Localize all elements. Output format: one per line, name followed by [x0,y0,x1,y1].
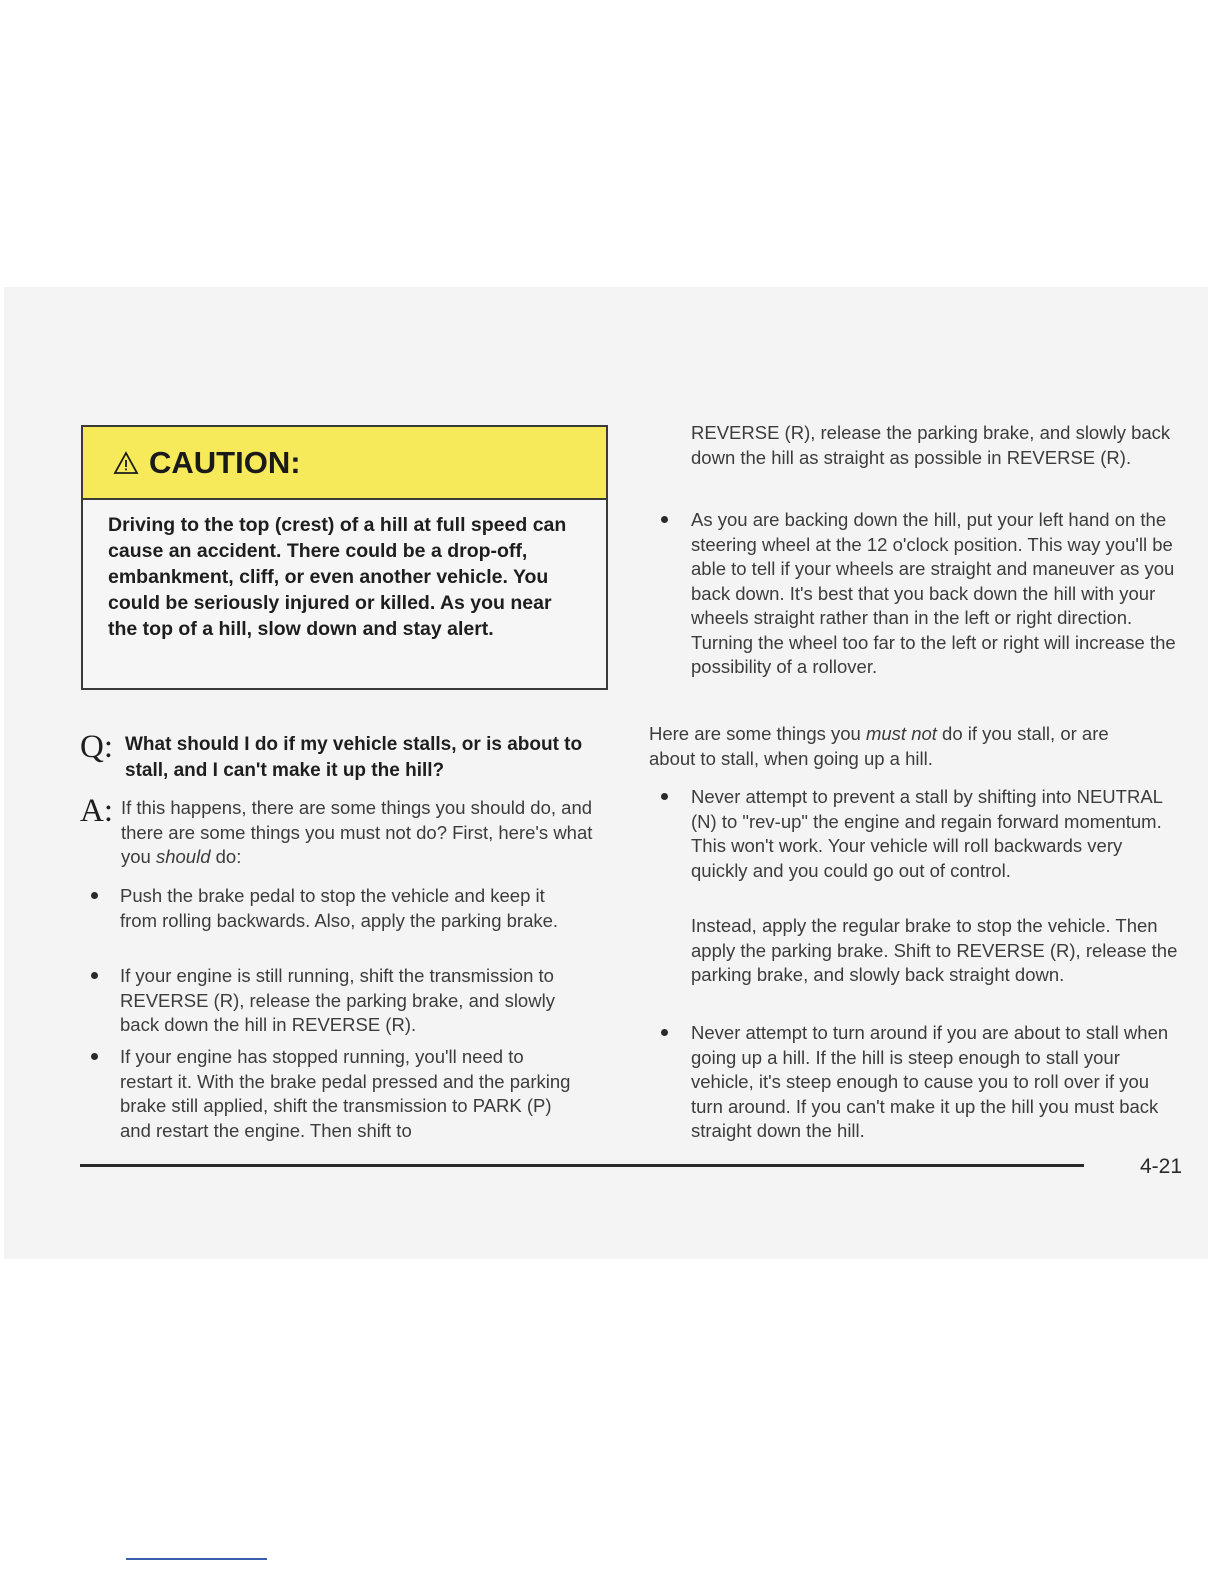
bullet-icon [91,972,98,979]
list-item-text: If your engine is still running, shift the transmission to REVERSE (R), release the parking brake, and slowly back down the hill in REVERSE (R). [120,965,555,1035]
list-item-text: If your engine has stopped running, you'll need to restart it. With the brake pedal pressed and the parking brake still applied, shift the transmission to PARK (P) and restart the engine. Then shift to [120,1046,571,1141]
list-item [91,884,581,933]
must-not-intro-emphasis: must not [865,723,937,744]
answer-block [80,793,600,870]
answer-text-emphasis: should [155,846,211,867]
bullet-icon [661,793,668,800]
caution-box [81,425,608,690]
question-text: What should I do if my vehicle stalls, or is about to stall, and I can't make it up the hill? [125,734,583,781]
bullet-icon [91,1053,98,1060]
caution-body-text: Driving to the top (crest) of a hill at full speed can cause an accident. There could be a drop-off, embankment, cliff, or even another vehicle. You could be seriously injured or killed. As you near the top of a hill, slow down and stay alert. [108,514,567,640]
bullet-icon [91,892,98,899]
answer-text [121,796,600,870]
instead-paragraph: Instead, apply the regular brake to stop the vehicle. Then apply the parking brake. Shift to REVERSE (R), release the parking brake, and slowly back straight down. [691,915,1178,985]
caution-title: CAUTION: [149,444,301,480]
caution-header [83,427,606,500]
list-item [661,1021,1186,1144]
bottom-link-line [126,1558,267,1560]
list-item [91,1045,581,1143]
must-not-intro [649,722,1159,771]
answer-text-before: If this happens, there are some things you should do, and there are some things you must not do? First, here's what you [121,797,593,867]
list-item-text: As you are backing down the hill, put your left hand on the steering wheel at the 12 o'clock position. This way you'll be able to tell if your wheels are straight and maneuver as you back down. It's best that you back down the hill with your wheels straight rather than in the left or right direction. Turning the wheel too far to the left or right will increase the possibility of a rollover. [691,509,1176,677]
list-item [91,964,581,1038]
warning-triangle-icon [113,451,139,475]
answer-mark-label: A: [80,793,113,829]
list-item [661,508,1181,680]
bullet-icon [661,1029,668,1036]
bullet-icon [661,516,668,523]
page-number: 4-21 [1140,1155,1183,1178]
footer-rule [80,1164,1084,1167]
question-mark-label: Q: [80,729,113,765]
list-item-text: Never attempt to turn around if you are about to stall when going up a hill. If the hill is steep enough to stall your vehicle, it's steep enough to cause you to roll over if you turn around. If you can't make it up the hill you must back straight down the hill. [691,1022,1169,1141]
continuation-text: REVERSE (R), release the parking brake, and slowly back down the hill as straight as possible in REVERSE (R). [691,422,1171,468]
list-item [661,785,1181,883]
list-item-text: Push the brake pedal to stop the vehicle and keep it from rolling backwards. Also, apply the parking brake. [120,885,559,931]
list-item-text: Never attempt to prevent a stall by shifting into NEUTRAL (N) to "rev-up" the engine and regain forward momentum. This won't work. Your vehicle will roll backwards very quickly and you could go out of control. [691,786,1163,881]
answer-text-after: do: [210,846,242,867]
must-not-intro-before: Here are some things you [649,723,866,744]
question-block [80,729,600,784]
must-not-intro-after: do if you stall, or are about to stall, when going up a hill. [649,723,1109,769]
